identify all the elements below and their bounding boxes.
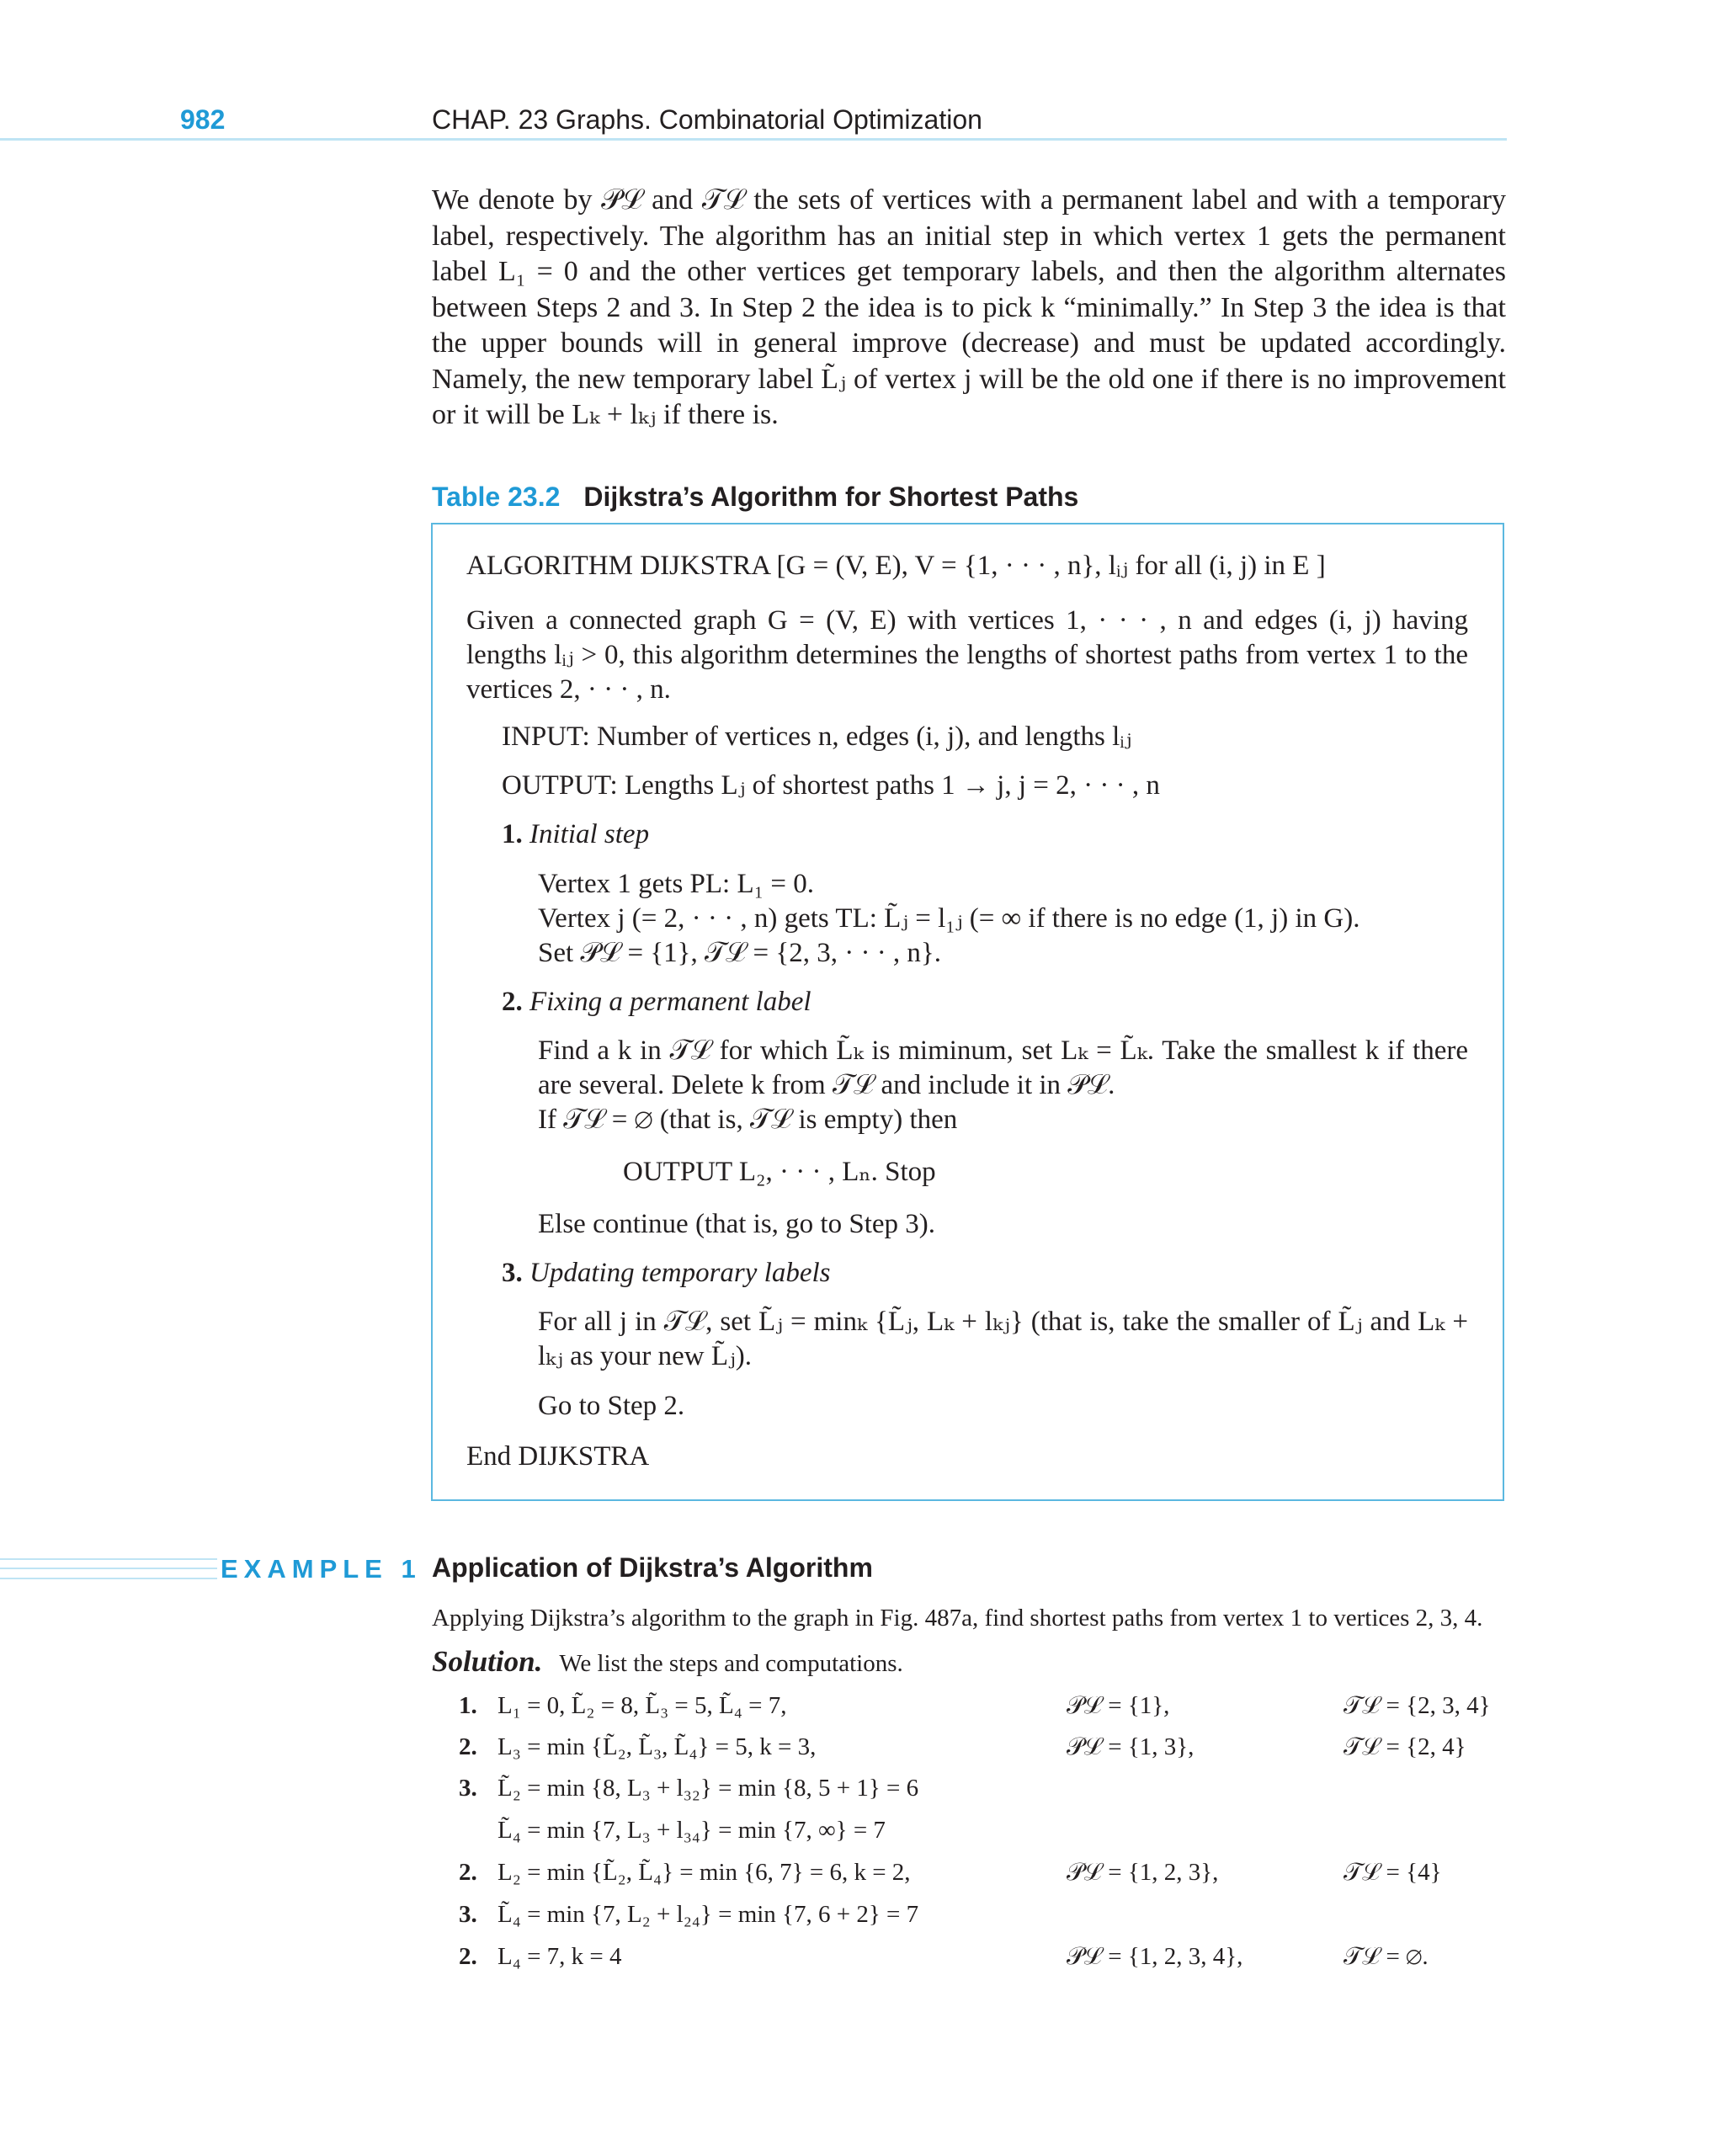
- step3-goto: Go to Step 2.: [538, 1391, 685, 1421]
- step3-number: 3.: [502, 1258, 523, 1288]
- header-rule: [0, 138, 1507, 141]
- solution-label: Solution.: [432, 1645, 543, 1678]
- step2-number: 2.: [502, 987, 523, 1017]
- row-computation: L̃₄ = min {7, L₃ + l₃₄} = min {7, ∞} = 7: [498, 1817, 886, 1844]
- row-pl: 𝒫ℒ = {1, 2, 3},: [1067, 1859, 1219, 1886]
- example-title: Application of Dijkstra’s Algorithm: [432, 1552, 873, 1583]
- solution-intro: We list the steps and computations.: [559, 1650, 903, 1677]
- step1-line2: Vertex j (= 2, · · · , n) gets TL: L̃ⱼ = l₁ⱼ (= ∞ if there is no edge (1, j) in G).: [538, 903, 1360, 934]
- step1-line3: Set 𝒫ℒ = {1}, 𝒯ℒ = {2, 3, · · · , n}.: [538, 938, 942, 968]
- row-number: 2.: [459, 1859, 477, 1886]
- table-title: Dijkstra’s Algorithm for Shortest Paths: [583, 482, 1079, 512]
- page-number: 982: [180, 104, 226, 135]
- row-tl: 𝒯ℒ = {2, 4}: [1344, 1733, 1466, 1760]
- step2-title: Fixing a permanent label: [529, 987, 811, 1017]
- row-pl: 𝒫ℒ = {1},: [1067, 1692, 1170, 1719]
- example-label: EXAMPLE 1: [217, 1554, 422, 1584]
- row-number: 2.: [459, 1733, 477, 1760]
- step1-title: Initial step: [529, 819, 650, 849]
- step2-else: Else continue (that is, go to Step 3).: [538, 1209, 936, 1239]
- running-head: CHAP. 23 Graphs. Combinatorial Optimization: [432, 104, 982, 135]
- algorithm-header: ALGORITHM DIJKSTRA [G = (V, E), V = {1, · · · , n}, lᵢⱼ for all (i, j) in E ]: [466, 551, 1326, 581]
- example-problem: Applying Dijkstra’s algorithm to the graph in Fig. 487a, find shortest paths from vertex 1 to vertices 2, 3, 4.: [432, 1605, 1483, 1632]
- row-tl: 𝒯ℒ = {2, 3, 4}: [1344, 1692, 1491, 1719]
- step2-if: If 𝒯ℒ = ∅ (that is, 𝒯ℒ is empty) then: [538, 1105, 958, 1135]
- algorithm-end: End DIJKSTRA: [466, 1441, 650, 1472]
- row-number: 1.: [459, 1692, 477, 1719]
- step3-text: For all j in 𝒯ℒ, set L̃ⱼ = minₖ {L̃ⱼ, Lₖ + lₖⱼ} (that is, take the smaller of L̃ⱼ and Lₖ + lₖⱼ as your new L̃ⱼ).: [538, 1307, 1468, 1371]
- row-computation: L₄ = 7, k = 4: [498, 1943, 622, 1970]
- algorithm-input: INPUT: Number of vertices n, edges (i, j), and lengths lᵢⱼ: [502, 721, 1132, 752]
- step3-heading: [502, 1256, 830, 1291]
- algorithm-output: OUTPUT: Lengths Lⱼ of shortest paths 1 → j, j = 2, · · · , n: [502, 770, 1160, 801]
- row-pl: 𝒫ℒ = {1, 2, 3, 4},: [1067, 1943, 1243, 1970]
- step2-text: Find a k in 𝒯ℒ for which L̃ₖ is miminum, set Lₖ = L̃ₖ. Take the smallest k if there are several. Delete k from 𝒯ℒ and include it in 𝒫ℒ.: [538, 1035, 1468, 1100]
- intro-paragraph: [432, 183, 1506, 434]
- table-caption: [432, 482, 1078, 513]
- row-tl: 𝒯ℒ = {4}: [1344, 1859, 1442, 1886]
- step1-number: 1.: [502, 819, 523, 849]
- row-computation: L̃₂ = min {8, L₃ + l₃₂} = min {8, 5 + 1} = 6: [498, 1775, 919, 1802]
- step3-title: Updating temporary labels: [529, 1258, 831, 1288]
- row-pl: 𝒫ℒ = {1, 3},: [1067, 1733, 1195, 1760]
- row-number: 2.: [459, 1943, 477, 1970]
- algorithm-description: Given a connected graph G = (V, E) with vertices 1, · · · , n and edges (i, j) having lengths lᵢⱼ > 0, this algorithm determines the lengths of shortest paths from vertex 1 to the vertices 2, · · · , n.: [466, 605, 1468, 705]
- step2-heading: [502, 985, 811, 1019]
- row-computation: L₂ = min {L̃₂, L̃₄} = min {6, 7} = 6, k = 2,: [498, 1859, 911, 1886]
- step2-output: OUTPUT L₂, · · · , Lₙ. Stop: [623, 1157, 936, 1187]
- solution-line: [432, 1645, 903, 1679]
- row-number: 3.: [459, 1775, 477, 1802]
- step1-heading: [502, 817, 649, 852]
- table-number: Table 23.2: [432, 482, 561, 512]
- row-computation: L₃ = min {L̃₂, L̃₃, L̃₄} = 5, k = 3,: [498, 1733, 817, 1760]
- row-tl: 𝒯ℒ = ∅.: [1344, 1943, 1429, 1970]
- row-computation: L₁ = 0, L̃₂ = 8, L̃₃ = 5, L̃₄ = 7,: [498, 1692, 787, 1719]
- row-computation: L̃₄ = min {7, L₂ + l₂₄} = min {7, 6 + 2} = 7: [498, 1901, 919, 1928]
- intro-text: We denote by 𝒫ℒ and 𝒯ℒ the sets of vertices with a permanent label and with a temporary label, respectively. The algorithm has an initial step in which vertex 1 gets the permanent label L₁ = 0 and the other vertices get temporary labels, and then the algorithm alternates between Steps 2 and 3. In Step 2 the idea is to pick k “minimally.” In Step 3 the idea is that the upper bounds will in general improve (decrease) and must be updated accordingly. Namely, the new temporary label L̃ⱼ of vertex j will be the old one if there is no improvement or it will be Lₖ + lₖⱼ if there is.: [432, 184, 1506, 430]
- step1-line1: Vertex 1 gets PL: L₁ = 0.: [538, 869, 814, 899]
- row-number: 3.: [459, 1901, 477, 1928]
